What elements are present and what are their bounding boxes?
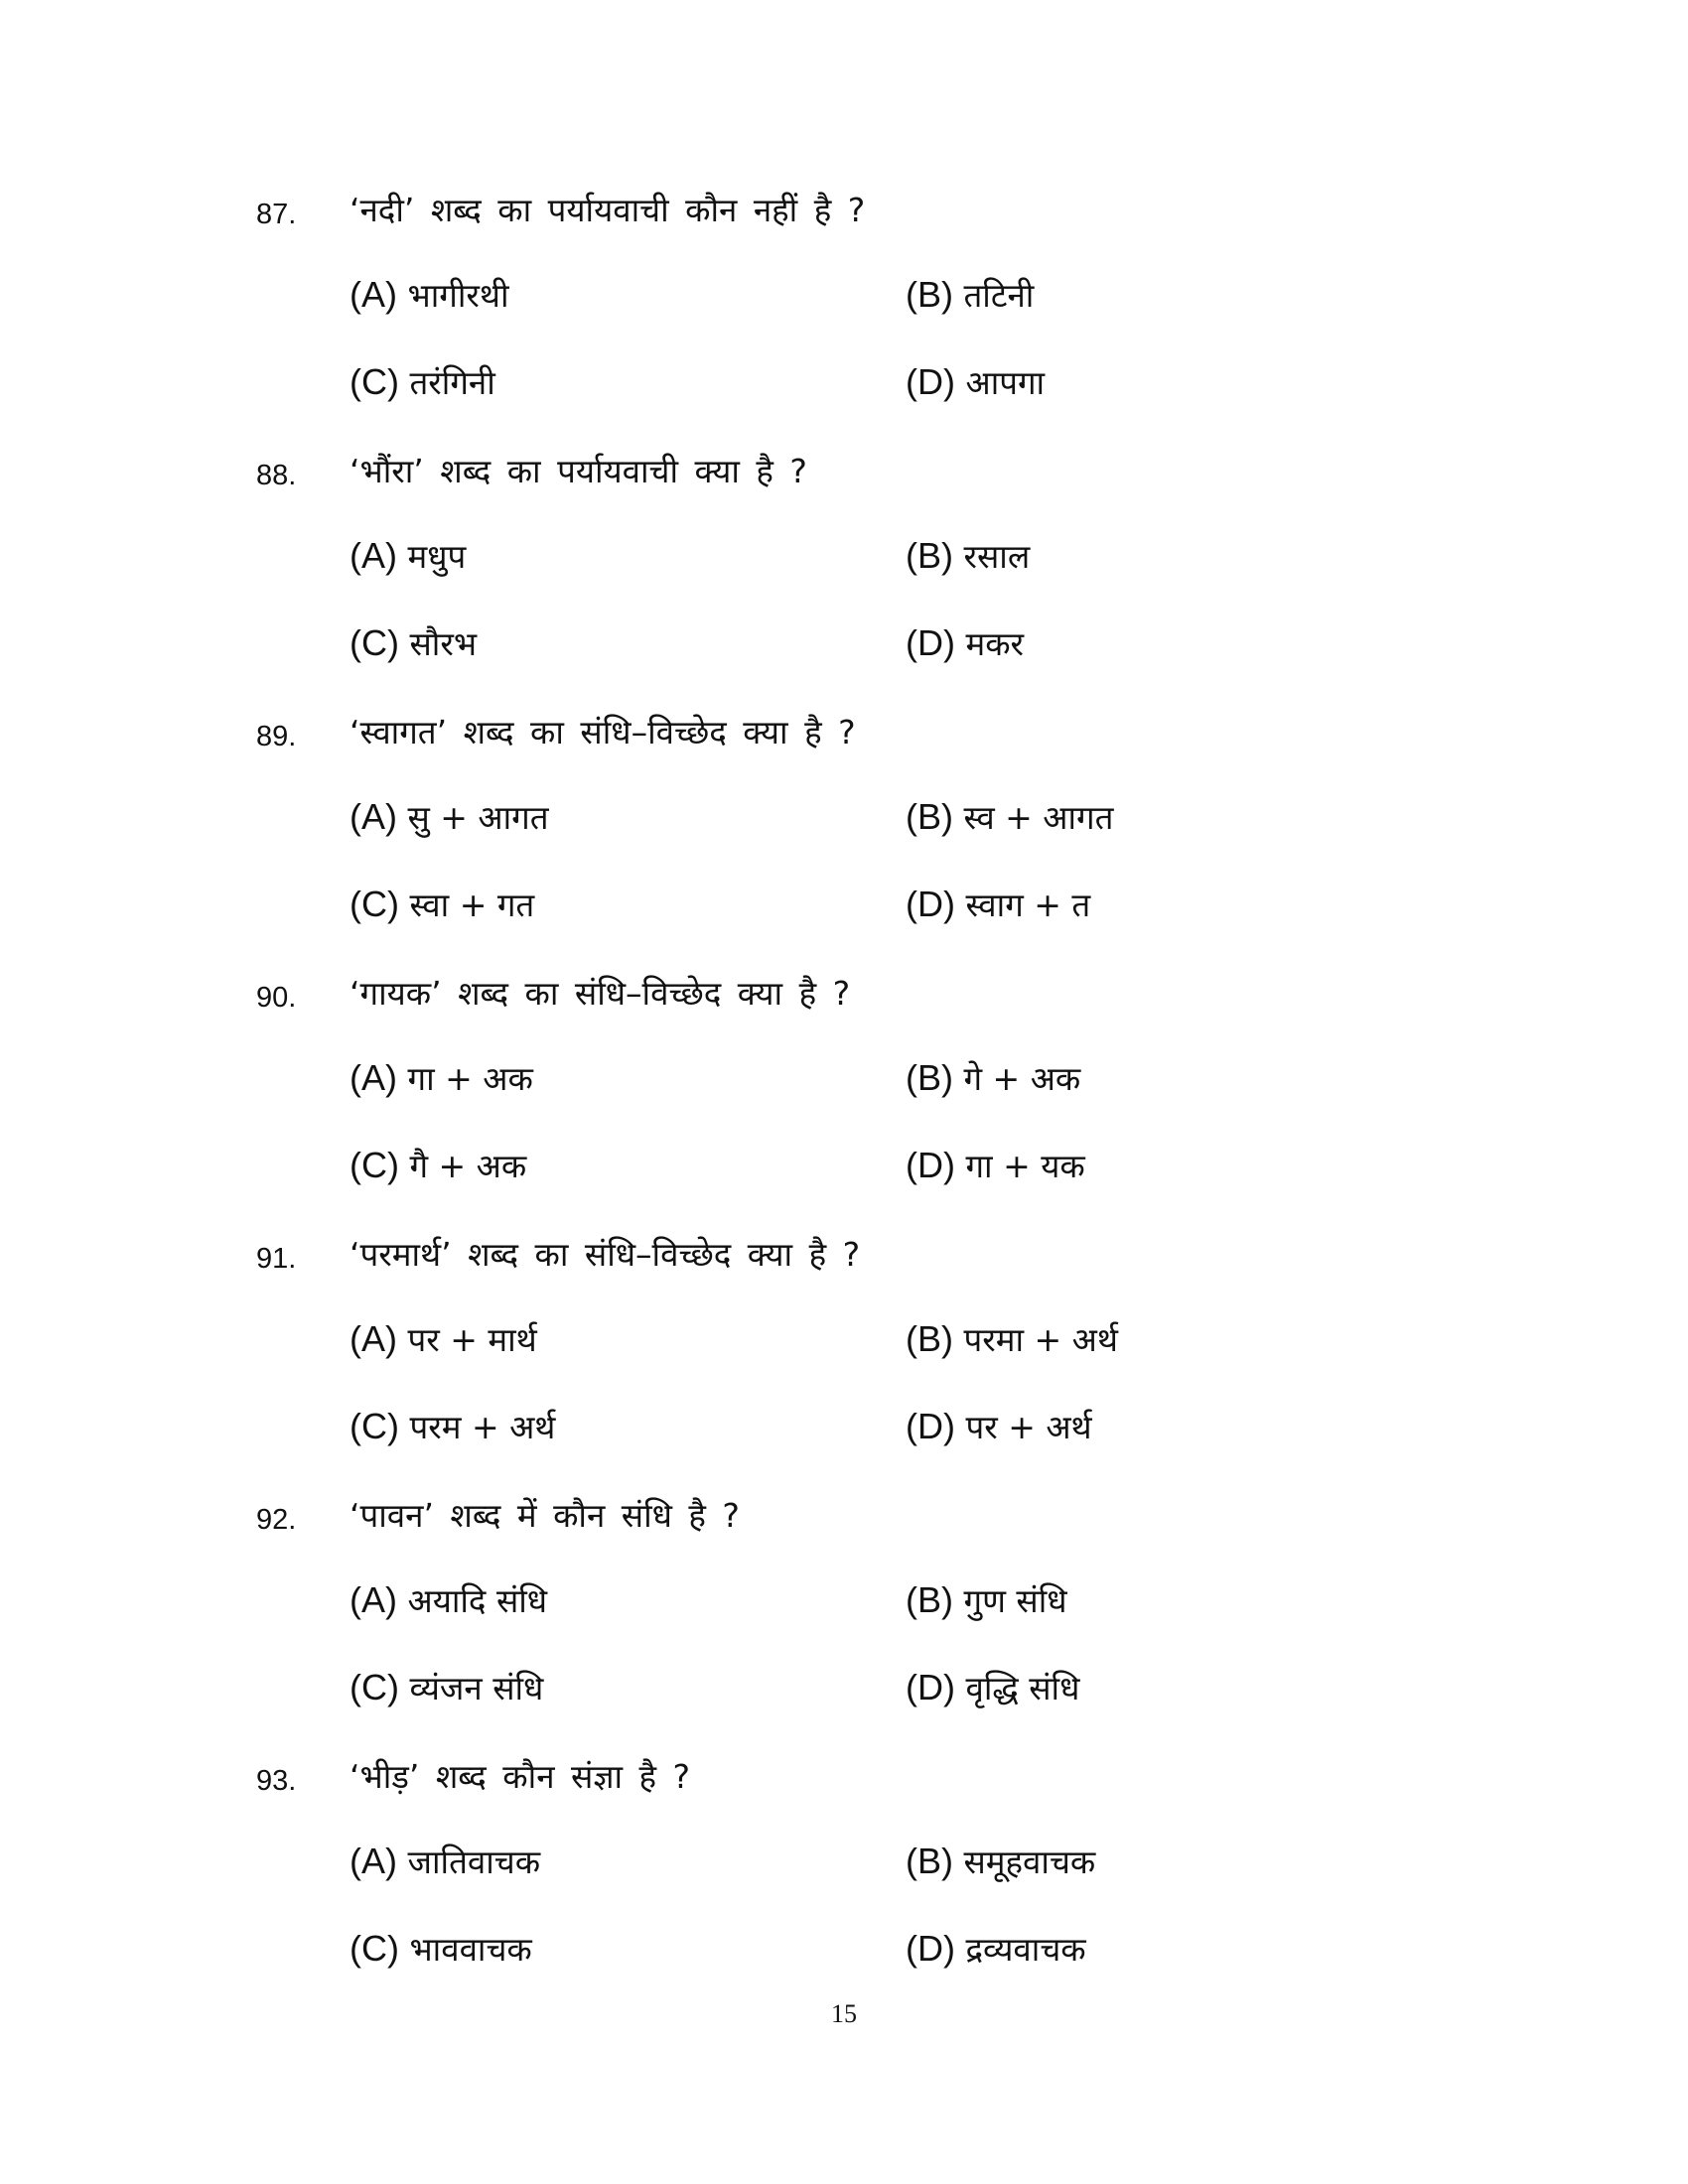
option-text: स्व + आगत [953,798,1114,837]
option-text: गा + अक [397,1059,533,1098]
option-text: अयादि संधि [397,1581,548,1620]
option-letter: (B) [906,796,953,837]
question-text: ‘भीड़’ शब्द कौन संज्ञा है ? [350,1757,691,1796]
option-text: भाववाचक [398,1930,532,1969]
option-text: मधुप [397,537,467,576]
option-letter: (D) [906,1667,955,1707]
option-letter: (D) [906,1928,955,1969]
question-number: 93. [256,1765,297,1797]
option-d [906,1143,1085,1187]
option-d [906,359,1045,404]
option-d [906,882,1090,926]
question-text: ‘परमार्थ’ शब्द का संधि–विच्छेद क्या है ? [350,1235,861,1274]
option-letter: (B) [906,1841,953,1881]
option-text: द्रव्यवाचक [954,1930,1086,1969]
option-letter: (A) [350,535,397,576]
question-text: ‘पावन’ शब्द में कौन संधि है ? [350,1496,740,1535]
option-b [906,794,1113,839]
option-text: गै + अक [398,1147,527,1185]
option-c [350,1143,526,1187]
option-a [350,1055,533,1100]
option-letter: (C) [350,361,399,402]
option-c [350,1665,543,1709]
question-88 [0,452,1688,718]
option-letter: (B) [906,1579,953,1620]
option-letter: (A) [350,1841,397,1881]
option-letter: (B) [906,1318,953,1359]
option-c [350,620,477,665]
option-a [350,794,549,839]
question-number: 88. [256,460,297,491]
option-text: स्वाग + त [954,886,1091,924]
option-text: समूहवाचक [953,1843,1096,1881]
option-c [350,1926,532,1971]
option-a [350,272,509,317]
question-92 [0,1496,1688,1762]
option-letter: (C) [350,1667,399,1707]
option-b [906,1055,1080,1100]
option-text: पर + मार्थ [397,1320,537,1359]
option-text: गा + यक [954,1147,1085,1185]
option-text: मकर [954,624,1025,663]
option-text: रसाल [953,537,1031,576]
option-b [906,272,1034,317]
option-letter: (C) [350,1145,399,1185]
option-text: आपगा [954,363,1046,402]
option-text: तरंगिनी [398,363,495,402]
question-text: ‘स्वागत’ शब्द का संधि–विच्छेद क्या है ? [350,713,856,751]
option-text: स्वा + गत [398,886,535,924]
option-c [350,1404,555,1448]
question-89 [0,713,1688,979]
option-letter: (A) [350,1579,397,1620]
option-a [350,1577,547,1622]
option-text: व्यंजन संधि [398,1669,544,1707]
option-text: जातिवाचक [397,1843,541,1881]
question-number: 87. [256,199,297,230]
option-text: गुण संधि [953,1581,1067,1620]
option-text: सौरभ [398,624,478,663]
question-text: ‘नदी’ शब्द का पर्यायवाची कौन नहीं है ? [350,191,866,229]
option-text: गे + अक [953,1059,1081,1098]
question-number: 90. [256,982,297,1014]
page-number: 15 [831,1999,857,2028]
option-b [906,1316,1118,1361]
option-text: परम + अर्थ [398,1408,556,1446]
option-letter: (C) [350,1406,399,1446]
option-a [350,1839,540,1883]
option-letter: (A) [350,274,397,315]
option-letter: (A) [350,796,397,837]
question-87 [0,191,1688,457]
option-text: तटिनी [953,276,1035,315]
option-letter: (C) [350,884,399,924]
option-letter: (D) [906,361,955,402]
option-d [906,620,1024,665]
question-93 [0,1757,1688,2023]
option-text: वृद्धि संधि [954,1669,1080,1707]
option-letter: (D) [906,622,955,663]
option-c [350,359,495,404]
question-number: 91. [256,1243,297,1275]
question-text: ‘भौंरा’ शब्द का पर्यायवाची क्या है ? [350,452,807,490]
question-number: 89. [256,721,297,752]
option-text: भागीरथी [397,276,509,315]
option-letter: (A) [350,1057,397,1098]
question-91 [0,1235,1688,1501]
option-c [350,882,534,926]
option-d [906,1926,1086,1971]
option-letter: (B) [906,1057,953,1098]
question-text: ‘गायक’ शब्द का संधि–विच्छेद क्या है ? [350,974,851,1013]
question-number: 92. [256,1504,297,1536]
option-text: परमा + अर्थ [953,1320,1118,1359]
option-a [350,533,466,578]
option-letter: (C) [350,622,399,663]
option-text: सु + आगत [397,798,549,837]
option-letter: (D) [906,1145,955,1185]
option-a [350,1316,537,1361]
option-d [906,1665,1079,1709]
option-b [906,1839,1095,1883]
option-letter: (B) [906,274,953,315]
option-letter: (D) [906,1406,955,1446]
option-letter: (A) [350,1318,397,1359]
option-text: पर + अर्थ [954,1408,1092,1446]
option-letter: (C) [350,1928,399,1969]
option-b [906,533,1030,578]
option-letter: (D) [906,884,955,924]
option-b [906,1577,1067,1622]
question-90 [0,974,1688,1240]
option-d [906,1404,1092,1448]
option-letter: (B) [906,535,953,576]
